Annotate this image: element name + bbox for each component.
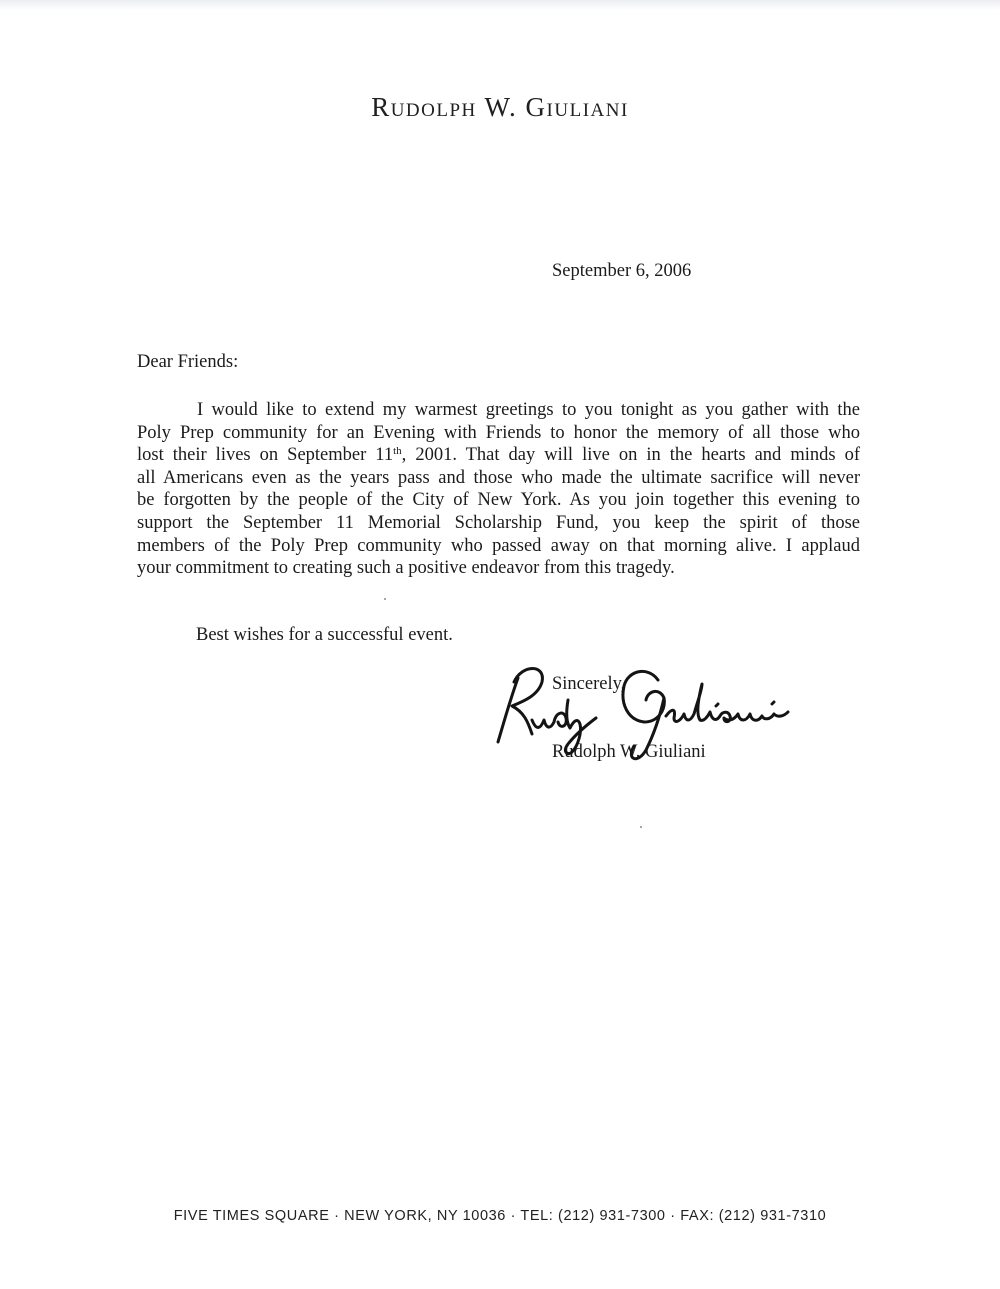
body-line: Poly Prep community for an Evening with Friends to honor the memory of all those who bbox=[137, 422, 860, 443]
signature-stroke bbox=[716, 702, 774, 706]
signature-stroke bbox=[631, 698, 664, 759]
scan-speck bbox=[640, 826, 642, 828]
signature-stroke bbox=[498, 678, 518, 742]
body-line: I would like to extend my warmest greetings to you tonight as you gather with the bbox=[197, 400, 860, 420]
signature-stroke bbox=[623, 671, 664, 722]
signature-stroke bbox=[532, 700, 596, 754]
body-line: members of the Poly Prep community who passed away on that morning alive. I applaud bbox=[137, 535, 860, 556]
letter-date: September 6, 2006 bbox=[552, 261, 692, 281]
body-line: all Americans even as the years pass and those who made the ultimate sacrifice will never bbox=[137, 467, 860, 488]
sign-off: Sincerely, bbox=[552, 674, 626, 694]
signature-stroke bbox=[666, 684, 788, 722]
body-line-part: , 2001. That day will live on in the hearts and minds of bbox=[401, 445, 860, 466]
signer-name: Rudolph W. Giuliani bbox=[552, 742, 706, 762]
body-line: be forgotten by the people of the City of New York. As you join together this evening to bbox=[137, 490, 860, 511]
body-line-part: lost their lives on September 11 bbox=[137, 445, 394, 466]
body-line: support the September 11 Memorial Scholarship Fund, you keep the spirit of those bbox=[137, 512, 860, 533]
handwritten-signature bbox=[488, 660, 808, 770]
closing-wishes: Best wishes for a successful event. bbox=[196, 625, 453, 645]
scan-speck bbox=[384, 598, 386, 600]
body-paragraph bbox=[137, 399, 860, 580]
salutation: Dear Friends: bbox=[137, 352, 239, 372]
ordinal-suffix: th bbox=[393, 445, 402, 458]
scan-shadow bbox=[0, 0, 1000, 10]
body-line bbox=[137, 444, 860, 467]
letterhead-footer-address: FIVE TIMES SQUARE · NEW YORK, NY 10036 · TEL: (212) 931-7300 · FAX: (212) 931-7310 bbox=[173, 1208, 827, 1224]
body-line: your commitment to creating such a positive endeavor from this tragedy. bbox=[137, 558, 675, 579]
letterhead-name: Rudolph W. Giuliani bbox=[371, 92, 629, 122]
signature-stroke bbox=[512, 669, 542, 735]
